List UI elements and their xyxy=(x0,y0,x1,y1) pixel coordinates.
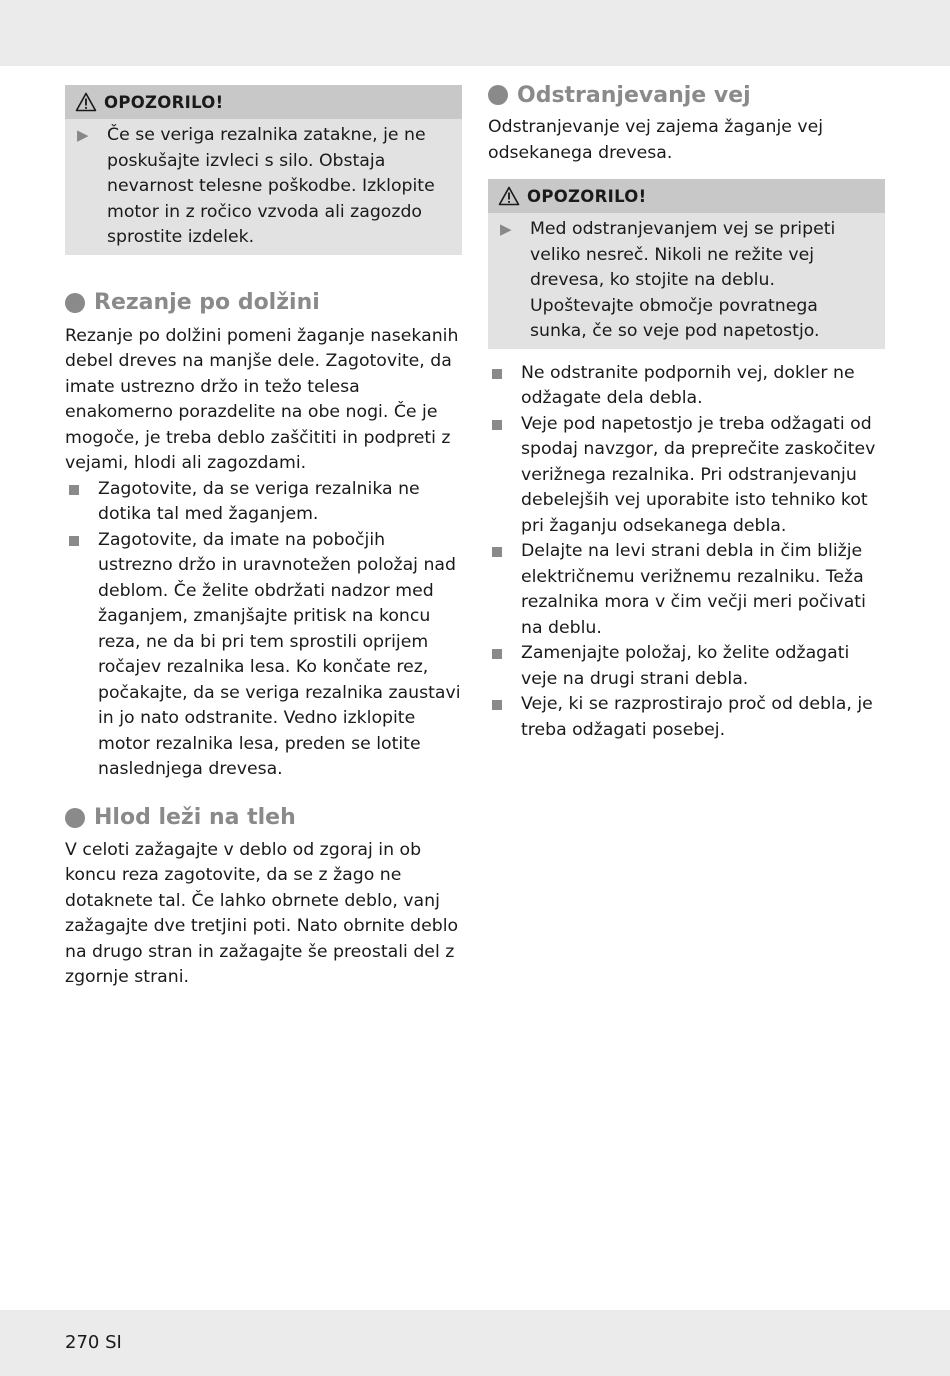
square-bullet-icon xyxy=(488,641,521,667)
square-bullet-icon xyxy=(488,412,521,438)
section-heading xyxy=(488,80,885,110)
footer-band xyxy=(0,1310,950,1376)
list-item xyxy=(488,361,885,412)
triangle-right-icon: ▶ xyxy=(500,220,512,238)
warning-text: Če se veriga rezalnika zatakne, je ne poskušajte izvleci s silo. Obstaja nevarnost telesne poškodbe. Izklopite motor in z ročico vzvoda ali zagozdo sprostite izdelek. xyxy=(107,125,435,247)
list-item-text: Zamenjajte položaj, ko želite odžagati veje na drugi strani debla. xyxy=(521,643,850,689)
section-title: Hlod leži na tleh xyxy=(94,805,296,830)
list-item-text: Delajte na levi strani debla in čim bližje električnemu verižnemu rezalniku. Teža rezalnika mora v čim večji meri počivati na deblu. xyxy=(521,541,866,638)
list-item-text: Zagotovite, da se veriga rezalnika ne dotika tal med žaganjem. xyxy=(98,478,420,524)
right-column xyxy=(488,80,885,743)
section-paragraph: Odstranjevanje vej zajema žaganje vej odsekanega drevesa. xyxy=(488,117,824,163)
bullet-circle-icon xyxy=(65,808,85,828)
warning-triangle-icon xyxy=(75,92,97,112)
warning-triangle-icon xyxy=(498,186,520,206)
square-bullet-icon xyxy=(488,692,521,718)
section-title: Odstranjevanje vej xyxy=(517,82,751,108)
warning-text: Med odstranjevanjem vej se pripeti veliko nesreč. Nikoli ne režite vej drevesa, ko stojite na deblu. Upoštevajte območje povratnega sunka, če so veje pod napetostjo. xyxy=(530,219,836,341)
warning-item xyxy=(488,213,885,345)
warning-label: OPOZORILO! xyxy=(104,92,224,112)
triangle-right-icon: ▶ xyxy=(77,126,89,144)
list-item xyxy=(65,528,462,783)
warning-item xyxy=(65,119,462,251)
list-item-text: Veje, ki se razprostirajo proč od debla, je treba odžagati posebej. xyxy=(521,694,873,740)
section-paragraph: V celoti zažagajte v deblo od zgoraj in ob koncu reza zagotovite, da se z žago ne dotaknete tal. Če lahko obrnete deblo, vanj zažagajte dve tretjini poti. Nato obrnite deblo na drugo stran in zažagajte še preostali del z zgornje strani. xyxy=(65,839,459,987)
square-bullet-icon xyxy=(65,477,98,503)
section-heading xyxy=(65,803,462,833)
section-paragraph: Rezanje po dolžini pomeni žaganje nasekanih debel dreves na manjše dele. Zagotovite, da imate ustrezno držo in težo telesa enakomerno porazdelite na obe nogi. Če je mogoče, je treba deblo zaščititi in podpreti z vejami, hlodi ali zagozdami. xyxy=(65,325,459,473)
list-item-text: Ne odstranite podpornih vej, dokler ne odžagate dela debla. xyxy=(521,362,855,408)
list-item xyxy=(488,641,885,692)
warning-box xyxy=(488,179,885,349)
warning-label: OPOZORILO! xyxy=(527,186,647,206)
list-item xyxy=(65,477,462,528)
list-item xyxy=(488,692,885,743)
section-title: Rezanje po dolžini xyxy=(94,290,320,315)
section-heading xyxy=(65,288,462,318)
list-item-text: Veje pod napetostjo je treba odžagati od spodaj navzgor, da preprečite zaskočitev verižnega rezalnika. Pri odstranjevanju debelejših vej uporabite isto tehniko kot pri žaganju odsekanega debla. xyxy=(521,413,876,536)
bullet-circle-icon xyxy=(65,293,85,313)
list-item xyxy=(488,539,885,641)
left-column xyxy=(65,85,462,991)
list-item xyxy=(488,412,885,540)
square-bullet-icon xyxy=(488,539,521,565)
warning-header xyxy=(488,179,885,213)
list-item-text: Zagotovite, da imate na pobočjih ustrezno držo in uravnotežen položaj nad deblom. Če želite obdržati nadzor med žaganjem, zmanjšajte pritisk na koncu reza, ne da bi pri tem sprostili oprijem ročajev rezalnika lesa. Ko končate rez, počakajte, da se veriga rezalnika zaustavi in jo nato odstranite. Vedno izklopite motor rezalnika lesa, preden se lotite naslednjega drevesa. xyxy=(98,529,461,779)
square-bullet-icon xyxy=(488,361,521,387)
page-number: 270 SI xyxy=(65,1332,122,1353)
square-bullet-icon xyxy=(65,528,98,554)
bullet-circle-icon xyxy=(488,85,508,105)
header-band xyxy=(0,0,950,66)
warning-header xyxy=(65,85,462,119)
warning-box xyxy=(65,85,462,255)
